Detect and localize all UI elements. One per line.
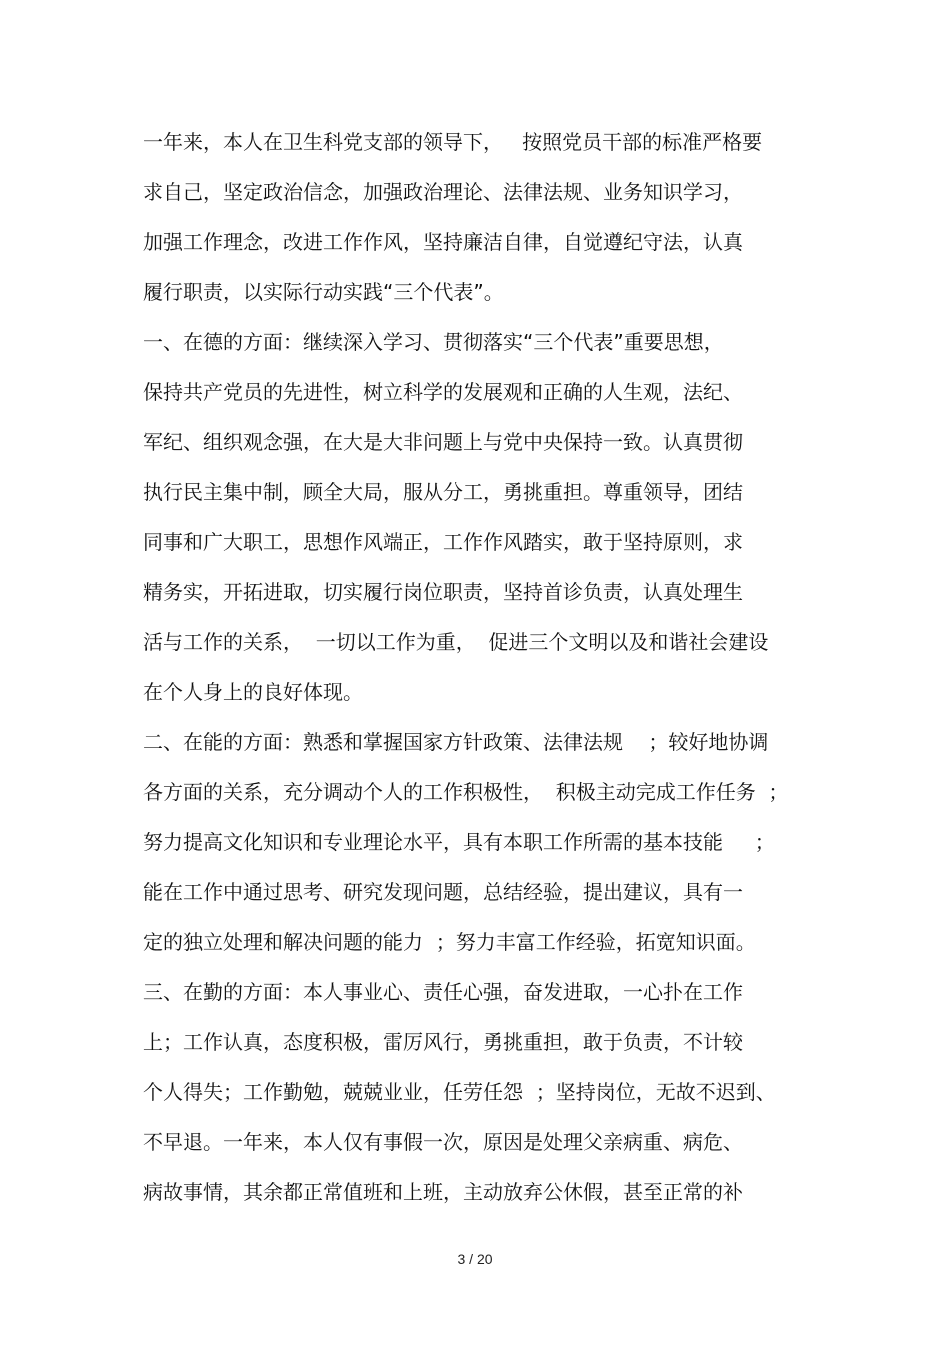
text-line: 执行民主集中制，顾全大局，服从分工，勇挑重担。尊重领导，团结 (143, 480, 743, 504)
text-line: 加强工作理念，改进工作作风，坚持廉洁自律，自觉遵纪守法，认真 (143, 230, 743, 254)
text-line: 一年来，本人在卫生科党支部的领导下， 按照党员干部的标准严格要 (143, 130, 763, 154)
text-line: 在个人身上的良好体现。 (143, 680, 363, 704)
text-line: 求自己，坚定政治信念，加强政治理论、法律法规、业务知识学习， (143, 180, 743, 204)
text-line: 二、在能的方面：熟悉和掌握国家方针政策、法律法规 ；较好地协调 (143, 730, 769, 754)
text-line: 个人得失；工作勤勉，兢兢业业，任劳任怨 ；坚持岗位，无故不迟到、 (143, 1080, 776, 1104)
text-line: 一、在德的方面：继续深入学习、贯彻落实“三个代表”重要思想， (143, 330, 724, 354)
text-line: 同事和广大职工，思想作风端正，工作作风踏实，敢于坚持原则，求 (143, 530, 743, 554)
text-line: 上；工作认真，态度积极，雷厉风行，勇挑重担，敢于负责，不计较 (143, 1030, 743, 1054)
text-line: 履行职责，以实际行动实践“三个代表”。 (143, 280, 504, 304)
text-line: 能在工作中通过思考、研究发现问题，总结经验，提出建议，具有一 (143, 880, 743, 904)
text-line: 军纪、组织观念强，在大是大非问题上与党中央保持一致。认真贯彻 (143, 430, 743, 454)
text-line: 各方面的关系，充分调动个人的工作积极性， 积极主动完成工作任务 ； (143, 780, 789, 804)
body-text (143, 122, 843, 1222)
text-line: 精务实，开拓进取，切实履行岗位职责，坚持首诊负责，认真处理生 (143, 580, 743, 604)
page-number: 3 / 20 (457, 1251, 493, 1267)
text-line: 活与工作的关系， 一切以工作为重， 促进三个文明以及和谐社会建设 (143, 630, 769, 654)
text-line: 病故事情，其余都正常值班和上班，主动放弃公休假，甚至正常的补 (143, 1180, 743, 1204)
text-line: 三、在勤的方面：本人事业心、责任心强，奋发进取，一心扑在工作 (143, 980, 743, 1004)
text-line: 不早退。一年来，本人仅有事假一次，原因是处理父亲病重、病危、 (143, 1130, 743, 1154)
text-line: 定的独立处理和解决问题的能力 ；努力丰富工作经验，拓宽知识面。 (143, 930, 756, 954)
text-line: 努力提高文化知识和专业理论水平，具有本职工作所需的基本技能 ； (143, 830, 775, 854)
text-line: 保持共产党员的先进性，树立科学的发展观和正确的人生观，法纪、 (143, 380, 743, 404)
